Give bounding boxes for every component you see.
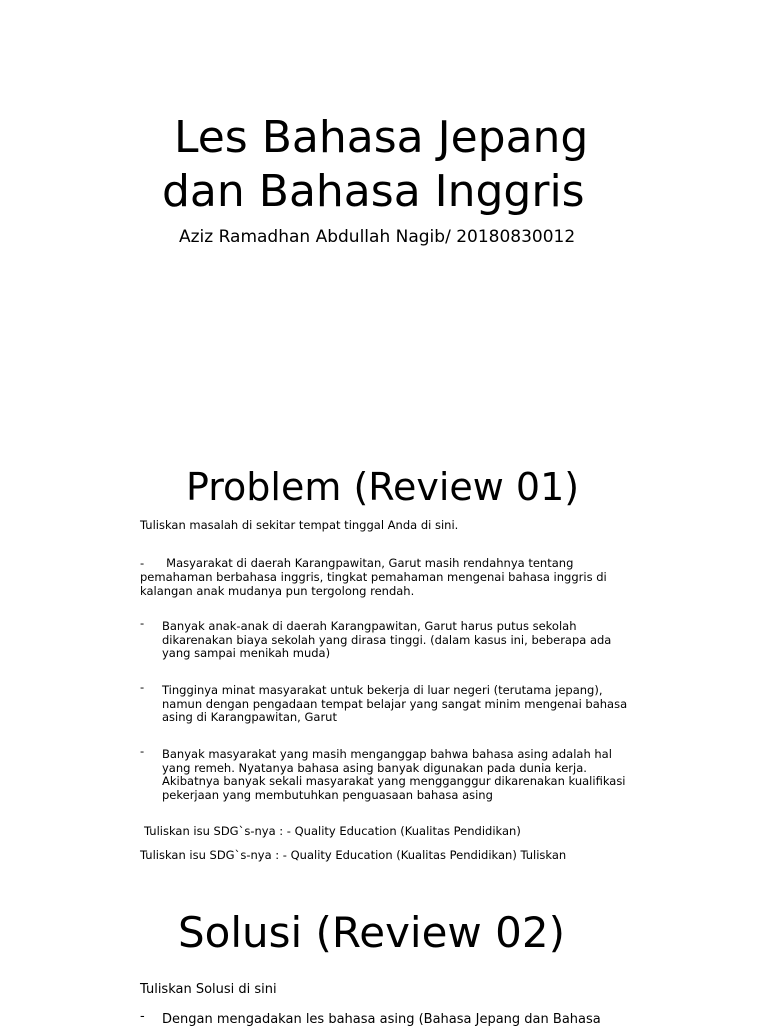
problem-bullet-1-text: Banyak anak-anak di daerah Karangpawitan, Garut harus putus sekolah dikarenakan biaya sekolah yang dirasa tinggi. (dalam kasus ini, beberapa ada yang sampai menikah muda) [162,619,612,660]
problem-bullet-2 [140,680,640,725]
presentation-title-line-1: Les Bahasa Jepang [174,112,589,163]
cut-off-text [140,848,640,864]
problem-item-1-text: Masyarakat di daerah Karangpawitan, Garut masih rendahnya tentang pemahaman berbahasa inggris, tingkat pemahaman mengenai bahasa inggris di kalangan anak mudanya pun tergolong rendah. [140,556,607,598]
cut-off-text-content: Tuliskan isu SDG`s-nya : - Quality Education (Kualitas Pendidikan) Tuliskan [140,848,567,862]
solution-item-1-text: Dengan mengadakan les bahasa asing (Bahasa Jepang dan Bahasa [162,1012,601,1027]
presentation-title-line-2: dan Bahasa Inggris [162,166,585,217]
problem-bullet-3-text: Banyak masyarakat yang masih menganggap bahwa bahasa asing adalah hal yang remeh. Nyatanya bahasa asing banyak digunakan pada dunia kerja. Akibatnya banyak sekali masyarakat yang mengganggur dikarenakan kualifikasi pekerjaan yang membutuhkan penguasaan bahasa asing [162,747,626,802]
presentation-author: Aziz Ramadhan Abdullah Nagib/ 20180830012 [179,227,576,247]
problem-bullet-1 [140,616,640,661]
bullet-dash: - [140,680,145,694]
problem-intro: Tuliskan masalah di sekitar tempat tinggal Anda di sini. [140,518,459,532]
bullet-dash: - [140,744,145,758]
sdg-issue: Tuliskan isu SDG`s-nya : - Quality Education (Kualitas Pendidikan) [144,824,521,838]
solution-slide-title: Solusi (Review 02) [178,908,565,957]
problem-slide-title: Problem (Review 01) [186,465,580,509]
bullet-dash: - [140,616,145,630]
problem-bullet-3 [140,744,640,802]
problem-item-1-dash: - [140,556,145,570]
problem-bullet-2-text: Tingginya minat masyarakat untuk bekerja di luar negeri (terutama jepang), namun dengan pengadaan tempat belajar yang sangat minim mengenai bahasa asing di Karangpawitan, Garut [162,683,628,724]
bullet-dash: - [140,1009,145,1024]
solution-intro: Tuliskan Solusi di sini [140,982,277,997]
problem-item-1 [140,556,610,598]
